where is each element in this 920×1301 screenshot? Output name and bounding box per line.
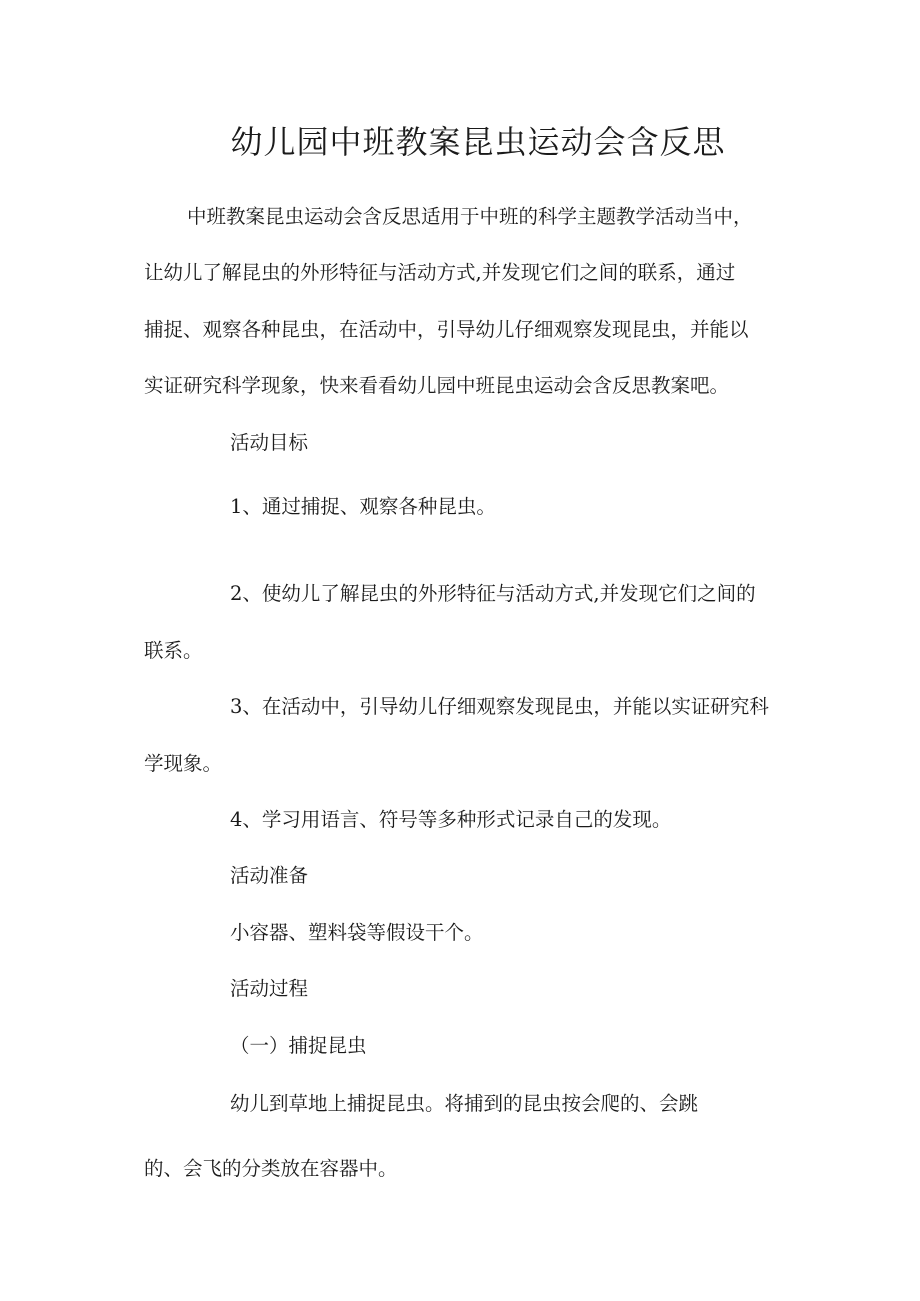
step-1-line-2: 的、会飞的分类放在容器中。 (144, 1157, 398, 1180)
goal-4: 4、学习用语言、符号等多种形式记录自己的发现。 (230, 808, 672, 831)
goal-3-line-2: 学现象。 (144, 752, 223, 775)
step-1-line-1: 幼儿到草地上捕捉昆虫。将捕到的昆虫按会爬的、会跳 (230, 1092, 699, 1115)
goals-heading: 活动目标 (230, 431, 309, 454)
goal-2-line-1: 2、使幼儿了解昆虫的外形特征与活动方式,并发现它们之间的 (230, 582, 756, 605)
process-heading: 活动过程 (230, 977, 309, 1000)
prep-text: 小容器、塑料袋等假设干个。 (230, 921, 484, 944)
document-title: 幼儿园中班教案昆虫运动会含反思 (230, 123, 726, 161)
goal-2-line-2: 联系。 (144, 639, 203, 662)
step-1-heading: （一）捕捉昆虫 (230, 1034, 367, 1057)
goal-1: 1、通过捕捉、观察各种昆虫。 (230, 495, 496, 518)
goal-3-line-1: 3、在活动中，引导幼儿仔细观察发现昆虫，并能以实证研究科 (230, 695, 769, 718)
intro-line-4: 实证研究科学现象，快来看看幼儿园中班昆虫运动会含反思教案吧。 (144, 374, 730, 397)
intro-line-3: 捕捉、观察各种昆虫，在活动中，引导幼儿仔细观察发现昆虫，并能以 (144, 318, 749, 341)
prep-heading: 活动准备 (230, 864, 309, 887)
intro-line-1: 中班教案昆虫运动会含反思适用于中班的科学主题教学活动当中， (187, 205, 753, 228)
intro-line-2: 让幼儿了解昆虫的外形特征与活动方式,并发现它们之间的联系，通过 (144, 261, 736, 284)
